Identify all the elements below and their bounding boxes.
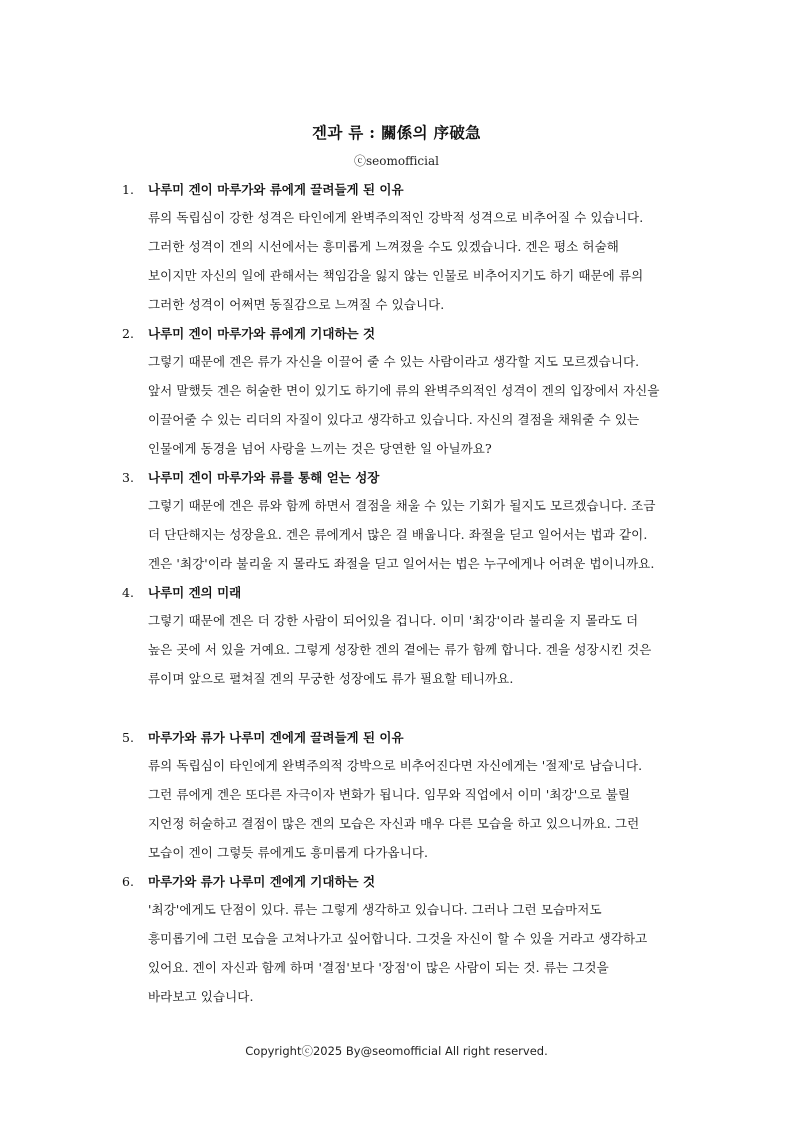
- section-number: 3.: [122, 470, 134, 485]
- section-heading: [122, 180, 404, 198]
- paragraph-line: '최강'에게도 단점이 있다. 류는 그렇게 생각하고 있습니다. 그러나 그런 모습마저도: [148, 902, 602, 917]
- section-number: 2.: [122, 326, 134, 341]
- paragraph-line: 그렇기 때문에 겐은 더 강한 사람이 되어있을 겁니다. 이미 '최강'이라 불리울 지 몰라도 더: [148, 613, 639, 628]
- copyright-footer: Copyrightⓒ2025 By@seomofficial All right reserved.: [245, 1044, 548, 1058]
- paragraph-line: 그렇기 때문에 겐은 류와 함께 하면서 결점을 채울 수 있는 기회가 될지도 모르겠습니다. 조금: [148, 498, 656, 513]
- section-heading: [122, 728, 404, 746]
- paragraph-line: 있어요. 겐이 자신과 함께 하며 '결점'보다 '장점'이 많은 사람이 되는 것. 류는 그것을: [148, 960, 609, 975]
- section-number: 1.: [122, 182, 134, 197]
- section-heading: [122, 583, 241, 601]
- paragraph-line: 모습이 겐이 그렇듯 류에게도 흥미롭게 다가옵니다.: [148, 845, 429, 860]
- paragraph-line: 류의 독립심이 강한 성격은 타인에게 완벽주의적인 강박적 성격으로 비추어질 수 있습니다.: [148, 210, 644, 225]
- section-number: 4.: [122, 585, 134, 600]
- section-heading: [122, 324, 375, 342]
- paragraph-line: 보이지만 자신의 일에 관해서는 책임감을 잃지 않는 인물로 비추어지기도 하기 때문에 류의: [148, 268, 644, 283]
- paragraph-line: 겐은 '최강'이라 불리울 지 몰라도 좌절을 딛고 일어서는 법은 누구에게나 어려운 법이니까요.: [148, 556, 655, 571]
- section-title: 나루미 겐이 마루가와 류에게 끌려들게 된 이유: [148, 182, 404, 197]
- paragraph-line: 인물에게 동경을 넘어 사랑을 느끼는 것은 당연한 일 아닐까요?: [148, 441, 492, 456]
- paragraph-line: 이끌어줄 수 있는 리더의 자질이 있다고 생각하고 있습니다. 자신의 결점을 채워줄 수 있는: [148, 412, 640, 427]
- section-title: 마루가와 류가 나루미 겐에게 기대하는 것: [148, 874, 376, 889]
- paragraph-line: 더 단단해지는 성장을요. 겐은 류에게서 많은 걸 배웁니다. 좌절을 딛고 일어서는 법과 같이.: [148, 527, 648, 542]
- paragraph-line: 그러한 성격이 겐의 시선에서는 흥미롭게 느껴졌을 수도 있겠습니다. 겐은 평소 허술해: [148, 239, 619, 254]
- section-title: 나루미 겐이 마루가와 류를 통해 얻는 성장: [148, 470, 380, 485]
- paragraph-line: 그렇기 때문에 겐은 류가 자신을 이끌어 줄 수 있는 사람이라고 생각할 지도 모르겠습니다.: [148, 354, 640, 369]
- page-title: 겐과 류 : 關係의 序破急: [312, 123, 481, 142]
- section-title: 나루미 겐의 미래: [148, 585, 242, 600]
- paragraph-line: 그런 류에게 겐은 또다른 자극이자 변화가 됩니다. 임무와 직업에서 이미 '최강'으로 불릴: [148, 787, 631, 802]
- paragraph-line: 바라보고 있습니다.: [148, 989, 254, 1004]
- paragraph-line: 지언정 허술하고 결점이 많은 겐의 모습은 자신과 매우 다른 모습을 하고 있으니까요. 그런: [148, 816, 640, 831]
- paragraph-line: 류이며 앞으로 펼쳐질 겐의 무궁한 성장에도 류가 필요할 테니까요.: [148, 671, 514, 686]
- section-number: 6.: [122, 874, 134, 889]
- paragraph-line: 흥미롭기에 그런 모습을 고쳐나가고 싶어합니다. 그것을 자신이 할 수 있을 거라고 생각하고: [148, 931, 648, 946]
- paragraph-line: 높은 곳에 서 있을 거예요. 그렇게 성장한 겐의 곁에는 류가 함께 합니다. 겐을 성장시킨 것은: [148, 642, 652, 657]
- author-credit: ⓒseomofficial: [353, 154, 439, 168]
- paragraph-line: 앞서 말했듯 겐은 허술한 면이 있기도 하기에 류의 완벽주의적인 성격이 겐의 입장에서 자신을: [148, 383, 660, 398]
- section-heading: [122, 468, 379, 486]
- section-number: 5.: [122, 730, 134, 745]
- section-title: 나루미 겐이 마루가와 류에게 기대하는 것: [148, 326, 376, 341]
- paragraph-line: 그러한 성격이 어쩌면 동질감으로 느껴질 수 있습니다.: [148, 297, 445, 312]
- paragraph-line: 류의 독립심이 타인에게 완벽주의적 강박으로 비추어진다면 자신에게는 '절제'로 남습니다.: [148, 758, 643, 773]
- section-title: 마루가와 류가 나루미 겐에게 끌려들게 된 이유: [148, 730, 404, 745]
- section-heading: [122, 872, 375, 890]
